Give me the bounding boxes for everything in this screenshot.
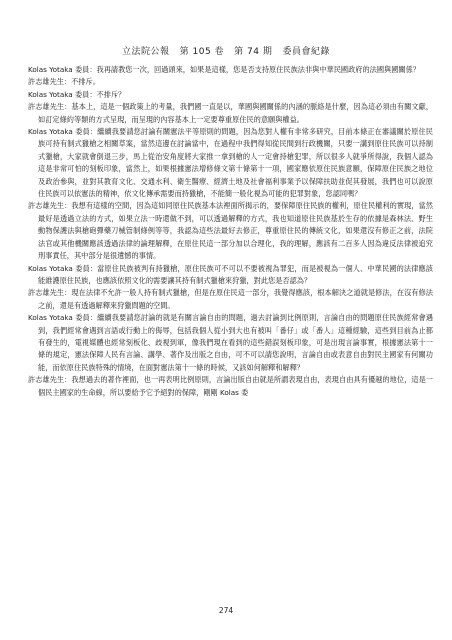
issue-number: 第 74 期	[234, 47, 273, 57]
transcript-paragraph: 許志雄先生：我想過去的著作裡面，也一再表明比例原則，言論出版自由就是所謂表現自由，表現自由具有優越的地位，這是一個民主國家的生命線，所以要給予它予絕對的保障，剛剛 Kolas 委	[28, 375, 433, 397]
transcript-paragraph: 許志雄先生：基本上，這是一個政策上的考量，我們國一直是以，華國與國關係的內涵的脈絡是什麼，因為這必須由有關文獻，如訂定條約等類的方式呈現，而呈現的內容基本上一定要尊重原住民的意願與權益。	[28, 102, 433, 124]
transcript-paragraph: 許志雄先生：不排斥。	[28, 77, 100, 87]
transcript-paragraph: Kolas Yotaka 委員：我再請教您一次，回過頭來，如果是這樣，您是否支持原住民族法非與中華民國政府的法國與國關係？	[28, 65, 420, 74]
transcript-paragraph: 許志雄先生：現在法律不允許一般人持有制式獵槍，但是在原住民這一部分，我覺得應該，根本解決之道就是修法，在沒有修法之前，還是有透過解釋來狩獵問題的空間。	[28, 288, 433, 310]
page-number: 274	[218, 606, 234, 615]
transcript-paragraph: Kolas Yotaka 委員：繼續我要請您討論的就是有關言論自由的問題，過去討論到比例原則，言論自由的問題原住民族經常會遇到，我們經常會遇到言語或行動上的侮辱，包括我個人從小到大也有被叫「番仔」或「番人」這種經驗，這些到目前為止都有發生的，電視媒體也經常刻板化、歧視到軍，像我們現在看到的這些錯誤刻板印象，可是出現言論事實，根據憲法第十一條的規定，憲法保障人民有言論、講學、著作及出版之自由，可不可以請您說明，言論自由或表意自由對民主國家有何關功能，而依原住民族特殊的情境，在面對憲法第十一條的時候，又該如何解釋和解釋？	[28, 313, 433, 372]
transcript-body	[28, 64, 433, 399]
page-header	[0, 44, 452, 57]
transcript-paragraph: Kolas Yotaka 委員：當原住民族被判有持獵槍，原住民族可不可以不要被視為罪犯，而是被視為一個人、中華民國的法律應該能維護原住民族，也應該依照文化的需要讓其持有制式獵槍來狩獵，對此您是否認為？	[28, 263, 433, 285]
transcript-paragraph: Kolas Yotaka 委員：不排斥？	[28, 89, 126, 99]
transcript-paragraph: Kolas Yotaka 委員：繼續我要請您討論有關憲法平等原則的問題，因為您對人權有非常多研究，目前本條正在審議關於原住民族可持有制式獵槍之相關草案，當然這邊在討論當中，在過程中我們得知從民間到行政機關，只要一講到原住民族可以持制式獵槍，大家就會倒退三步，馬上從治安角度將大家推一拿到槍的人一定會持槍犯罪，所以很多人就爭所得說，我個人認為這是非常可怕的刻板印象，當然上，如果根據憲法增修條文第十條第十一項，國家應依原住民族意願，保障原住民族之地位及政治參與，並對其教育文化、交通水利、衛生醫療、經濟土地及社會福利事業予以保障扶助並促其發展，我們也可以說原住民族可以依憲法的精神，依文化傳承需要而持獵槍，不能簡一般化視為可能的犯罪對象，您認同嗎？	[28, 127, 433, 199]
volume-number: 第 105 卷	[179, 47, 225, 57]
section-title: 委員會紀錄	[282, 47, 330, 57]
publication-name: 立法院公報	[122, 47, 170, 57]
transcript-paragraph: 許志雄先生：我想有這樣的空間，因為這如同原住民族基本法裡面所揭示的，要保障原住民族的權利，原住民權利的實現，當然最好是透過立法的方式，如果立法一時還做不到，可以透過解釋的方式，我也知道原住民族基於生存的依據是森林法、野生動物保護法與槍砲彈藥刀械管制條例等等，我認為這些法最好去修正，尊重原住民的傳統文化，如果還沒有修正之前，法院法官或其他機關應該透過法律的論理解釋，在原住民這一部分加以合理化，我的理解，應該有二百多人因為違反法律被追究刑事責任，其中部分是很遺憾的事情。	[28, 201, 433, 261]
